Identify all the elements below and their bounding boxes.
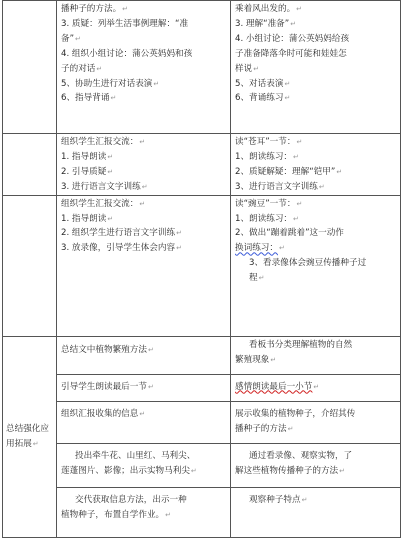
line: 看板书分类理解植物的自然 [249, 339, 353, 350]
line: 备”↵ [61, 33, 81, 44]
lesson-plan-table [2, 0, 401, 538]
table-row [3, 1, 401, 134]
line: 3. 进行语言文字训练↵ [61, 181, 148, 192]
line: 5、协助生进行对话表演↵ [61, 78, 160, 89]
table-row [3, 134, 401, 196]
line: 组织学生汇报交流：↵ [61, 198, 146, 209]
line: 通过看录像、观察实物，了 [249, 450, 353, 461]
line: 1. 指导朗读↵ [61, 151, 114, 162]
section-label-cell: 总结强化应用拓展↵ [3, 336, 57, 537]
line: 2、质疑解疑：理解“铠甲”↵ [235, 166, 343, 177]
line: 换词练习：↵ [235, 243, 285, 254]
student-activity-cell [231, 487, 401, 537]
student-activity-cell [231, 443, 401, 487]
line: 6、背诵练习↵ [235, 93, 291, 104]
line: 播种子的方法↵ [235, 423, 294, 434]
line: 4. 小组讨论：蒲公英妈妈给孩 [235, 33, 350, 44]
line: 读“豌豆”一节：↵ [235, 198, 303, 209]
line: 子的对话↵ [61, 63, 103, 74]
line: 3、进行语言文字训练↵ [235, 181, 325, 192]
line: 4. 组织小组讨论：蒲公英妈妈和孩 [61, 48, 193, 59]
line: 乘着风出发的。↵ [235, 4, 303, 14]
table-row [3, 401, 401, 443]
line: 交代获取信息方法，出示一种 [75, 494, 187, 505]
table-row [3, 443, 401, 487]
empty-label-cell [3, 134, 57, 196]
line: 3. 放录像，引导学生体会内容↵ [61, 243, 182, 254]
student-activity-cell [231, 374, 401, 401]
line: 植物种子，布置自学作业。↵ [61, 509, 172, 520]
line: 展示收集的植物种子，介绍其传 [235, 408, 356, 419]
line: 1、朗读练习：↵ [235, 213, 299, 224]
teacher-activity-cell [57, 443, 231, 487]
line: 感情朗读最后一小节↵ [235, 381, 320, 392]
teacher-activity-cell [57, 374, 231, 401]
teacher-activity-cell [57, 134, 231, 196]
line: 5、对话表演↵ [235, 78, 291, 89]
line: 3. 质疑：列举生活事例理解：“准 [61, 18, 189, 29]
line: 莲蓬图片、影像；出示实物马利尖↵ [61, 465, 197, 476]
student-activity-cell [231, 195, 401, 336]
line: 引导学生朗读最后一节↵ [61, 381, 154, 392]
student-activity-cell [231, 134, 401, 196]
line: 2. 组织学生进行语言文字训练↵ [61, 228, 182, 239]
teacher-activity-cell [57, 401, 231, 443]
section-label: 总结强化应用拓展 [6, 423, 49, 449]
line: 3. 理解“准备”↵ [235, 18, 297, 29]
empty-label-cell [3, 1, 57, 134]
line: 总结文中植物繁殖方法↵ [61, 344, 154, 355]
line: 组织汇报收集的信息↵ [61, 408, 146, 419]
student-activity-cell [231, 336, 401, 374]
teacher-activity-cell [57, 195, 231, 336]
student-activity-cell [231, 1, 401, 134]
empty-label-cell [3, 195, 57, 336]
table-row [3, 195, 401, 336]
line: 繁殖现象↵ [235, 354, 277, 365]
line: 播种子的方法。↵ [61, 4, 129, 14]
teacher-activity-cell [57, 336, 231, 374]
line: 子准备降落伞时可能和娃娃怎 [235, 48, 347, 59]
student-activity-cell [231, 401, 401, 443]
table-row [3, 336, 401, 374]
table-row [3, 487, 401, 537]
line: 投出牵牛花、山里红、马利尖、 [75, 450, 196, 461]
line: 1. 指导朗读↵ [61, 213, 114, 224]
line: 组织学生汇报交流：↵ [61, 137, 146, 147]
line: 观察种子特点↵ [249, 494, 308, 505]
line: 解这些植物传播种子的方法↵ [235, 465, 346, 476]
teacher-activity-cell [57, 1, 231, 134]
line: 3、看录像体会豌豆传播种子过 [249, 258, 367, 269]
line: 程↵ [249, 273, 265, 284]
line: 读“苍耳”一节：↵ [235, 137, 303, 147]
teacher-activity-cell [57, 487, 231, 537]
line: 2、做出“蹦着跳着”这一动作 [235, 228, 344, 239]
line: 样说↵ [235, 63, 260, 74]
line: 6、指导背诵↵ [61, 93, 117, 104]
line: 1、朗读练习：↵ [235, 151, 299, 162]
table-row [3, 374, 401, 401]
line: 2. 引导质疑↵ [61, 166, 114, 177]
